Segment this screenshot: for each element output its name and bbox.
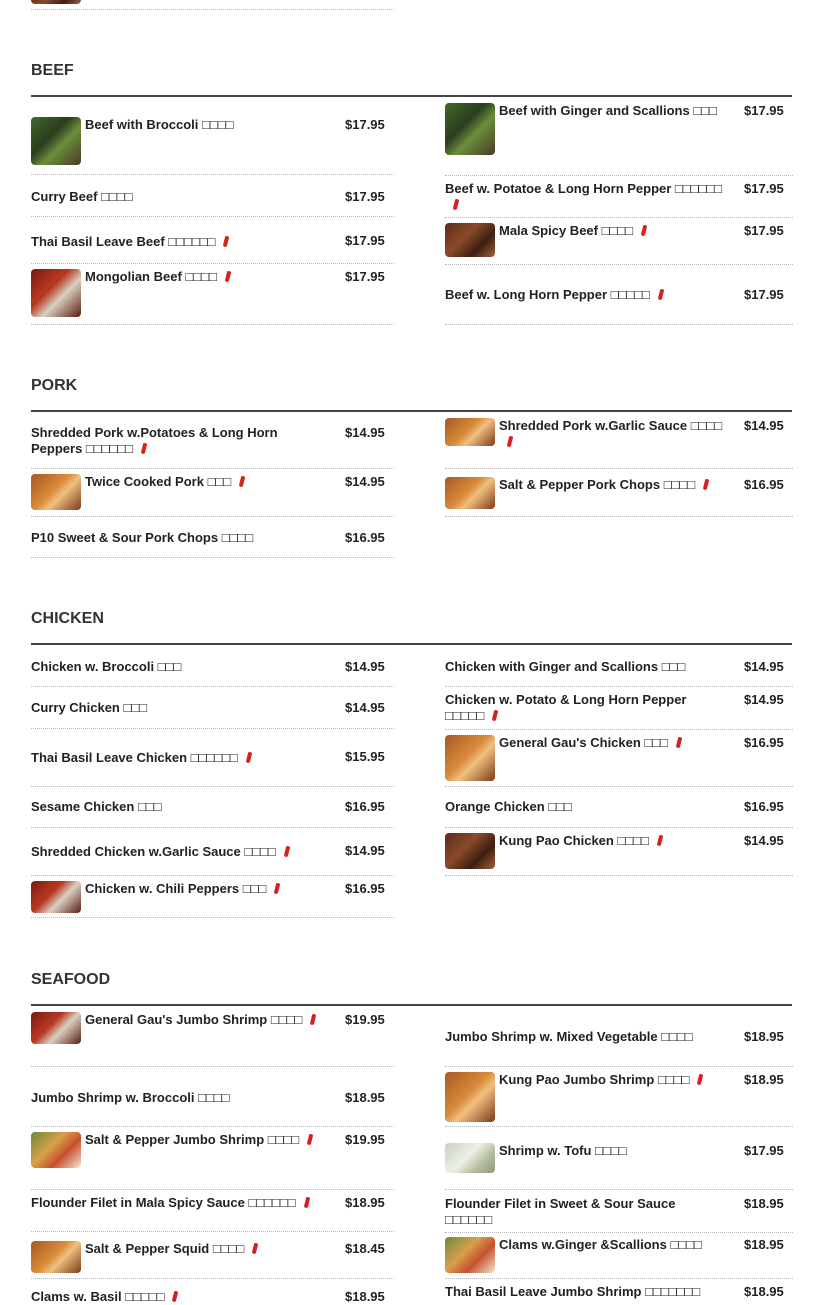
menu-item-flounder-sweet-sour[interactable] xyxy=(445,1196,793,1233)
spicy-icon xyxy=(223,236,230,248)
item-price: $18.95 xyxy=(345,1195,385,1210)
item-name: Chicken w. Chili Peppers □□□ xyxy=(85,881,267,896)
item-name: Mala Spicy Beef □□□□ xyxy=(499,223,634,238)
item-name: Mongolian Beef □□□□ xyxy=(85,269,217,284)
item-name: Curry Chicken □□□ xyxy=(31,700,148,715)
section-title-pork: PORK xyxy=(31,377,78,394)
item-price: $18.95 xyxy=(744,1029,784,1044)
spicy-icon xyxy=(658,289,665,301)
menu-item-curry-beef[interactable] xyxy=(31,175,394,217)
menu-item-salt-pepper-pork-chops[interactable] xyxy=(445,477,793,517)
menu-item-jumbo-shrimp-mixed-veg[interactable] xyxy=(445,1012,793,1067)
spicy-icon xyxy=(676,737,683,749)
item-price: $14.95 xyxy=(744,692,784,707)
item-price: $18.95 xyxy=(345,1090,385,1105)
item-price: $14.95 xyxy=(345,700,385,715)
item-name: Flounder Filet in Sweet & Sour Sauce □□□□□□ xyxy=(445,1196,676,1227)
item-price: $16.95 xyxy=(744,799,784,814)
item-name: Thai Basil Leave Beef □□□□□□ xyxy=(31,234,216,249)
section-divider xyxy=(31,410,792,412)
item-price: $19.95 xyxy=(345,1012,385,1027)
menu-item-sweet-sour-pork-chops[interactable] xyxy=(31,517,394,558)
menu-item-chicken-broccoli[interactable] xyxy=(31,659,394,687)
item-name: Clams w.Ginger &Scallions □□□□ xyxy=(499,1237,702,1252)
food-thumbnail xyxy=(31,117,81,165)
item-name: Beef with Ginger and Scallions □□□ xyxy=(499,103,717,118)
item-name: Jumbo Shrimp w. Broccoli □□□□ xyxy=(31,1090,230,1105)
item-name: Sesame Chicken □□□ xyxy=(31,799,162,814)
menu-item-mongolian-beef[interactable] xyxy=(31,269,394,325)
spicy-icon xyxy=(284,846,291,858)
item-price: $16.95 xyxy=(345,799,385,814)
food-thumbnail xyxy=(31,881,81,913)
section-divider xyxy=(31,95,792,97)
item-name: General Gau's Jumbo Shrimp □□□□ xyxy=(85,1012,303,1027)
spicy-icon xyxy=(453,199,460,211)
spicy-icon xyxy=(703,479,710,491)
item-name: Salt & Pepper Jumbo Shrimp □□□□ xyxy=(85,1132,300,1147)
menu-item-clams-ginger-scallions[interactable] xyxy=(445,1237,793,1279)
menu-item-kung-pao-chicken[interactable] xyxy=(445,833,793,876)
menu-item-kung-pao-jumbo-shrimp[interactable] xyxy=(445,1072,793,1127)
menu-item-shrimp-tofu[interactable] xyxy=(445,1143,793,1190)
food-thumbnail xyxy=(31,1012,81,1044)
item-price: $17.95 xyxy=(345,233,385,248)
item-price: $14.95 xyxy=(345,425,385,440)
menu-item-beef-broccoli[interactable] xyxy=(31,117,394,175)
food-thumbnail xyxy=(31,1241,81,1273)
item-name: Shredded Chicken w.Garlic Sauce □□□□ xyxy=(31,844,276,859)
spicy-icon xyxy=(246,752,253,764)
item-name: Salt & Pepper Squid □□□□ xyxy=(85,1241,245,1256)
spicy-icon xyxy=(641,225,648,237)
menu-item-thai-basil-jumbo-shrimp[interactable] xyxy=(445,1284,793,1302)
menu-item-sesame-chicken[interactable] xyxy=(31,787,394,828)
item-name: Shredded Pork w.Potatoes & Long Horn Peppers □□□□□□ xyxy=(31,425,278,456)
item-price: $17.95 xyxy=(345,117,385,132)
item-name: Kung Pao Chicken □□□□ xyxy=(499,833,649,848)
menu-item-beef-long-horn-pepper[interactable] xyxy=(445,265,793,325)
item-price: $17.95 xyxy=(345,189,385,204)
menu-item-shredded-chicken-garlic[interactable] xyxy=(31,828,394,876)
item-name: Thai Basil Leave Chicken □□□□□□ xyxy=(31,750,238,765)
item-name: Thai Basil Leave Jumbo Shrimp □□□□□□□ xyxy=(445,1284,701,1299)
food-thumbnail xyxy=(31,269,81,317)
item-name: Twice Cooked Pork □□□ xyxy=(85,474,232,489)
item-price: $15.95 xyxy=(345,749,385,764)
menu-item-shredded-pork-garlic[interactable] xyxy=(445,418,793,469)
item-price: $17.95 xyxy=(744,1143,784,1158)
item-price: $16.95 xyxy=(345,881,385,896)
section-divider xyxy=(31,1004,792,1006)
item-price: $18.95 xyxy=(744,1284,784,1299)
menu-item-jumbo-shrimp-broccoli[interactable] xyxy=(31,1067,394,1127)
item-price: $16.95 xyxy=(744,477,784,492)
food-thumbnail xyxy=(31,474,81,510)
item-name: Jumbo Shrimp w. Mixed Vegetable □□□□ xyxy=(445,1029,693,1044)
item-price: $14.95 xyxy=(345,659,385,674)
item-name: Shredded Pork w.Garlic Sauce □□□□ xyxy=(499,418,723,433)
item-price: $19.95 xyxy=(345,1132,385,1147)
menu-item-orange-chicken[interactable] xyxy=(445,787,793,828)
spicy-icon xyxy=(657,835,664,847)
spicy-icon xyxy=(492,710,499,722)
item-name: Curry Beef □□□□ xyxy=(31,189,133,204)
menu-item-salt-pepper-jumbo-shrimp[interactable] xyxy=(31,1132,394,1190)
item-price: $14.95 xyxy=(345,843,385,858)
item-price: $16.95 xyxy=(744,735,784,750)
item-name: Orange Chicken □□□ xyxy=(445,799,572,814)
spicy-icon xyxy=(507,436,514,448)
food-thumbnail xyxy=(445,1072,495,1122)
item-name: Kung Pao Jumbo Shrimp □□□□ xyxy=(499,1072,690,1087)
item-price: $17.95 xyxy=(744,181,784,196)
item-name: Beef with Broccoli □□□□ xyxy=(85,117,234,132)
menu-item-thai-basil-beef[interactable] xyxy=(31,217,394,264)
food-thumbnail xyxy=(445,103,495,155)
item-price: $17.95 xyxy=(345,269,385,284)
spicy-icon xyxy=(697,1074,704,1086)
menu-item-chicken-chili-peppers[interactable] xyxy=(31,881,394,918)
menu-item-general-gau-jumbo-shrimp[interactable] xyxy=(31,1012,394,1067)
food-thumbnail xyxy=(445,1237,495,1273)
food-thumbnail xyxy=(445,477,495,509)
spicy-icon xyxy=(307,1134,314,1146)
item-price: $18.95 xyxy=(345,1289,385,1304)
section-title-beef: BEEF xyxy=(31,62,74,79)
spicy-icon xyxy=(239,476,246,488)
menu-item-flounder-mala[interactable] xyxy=(31,1195,394,1232)
menu-item[interactable] xyxy=(31,0,394,10)
food-thumbnail xyxy=(31,0,81,4)
item-name: General Gau's Chicken □□□ xyxy=(499,735,668,750)
item-name: Beef w. Long Horn Pepper □□□□□ xyxy=(445,287,650,302)
spicy-icon xyxy=(303,1197,310,1209)
food-thumbnail xyxy=(445,223,495,257)
menu-item-salt-pepper-squid[interactable] xyxy=(31,1241,394,1279)
item-price: $14.95 xyxy=(744,418,784,433)
section-title-seafood: SEAFOOD xyxy=(31,971,111,988)
food-thumbnail xyxy=(445,1143,495,1173)
item-price: $18.95 xyxy=(744,1237,784,1252)
menu-item-beef-ginger-scallions[interactable] xyxy=(445,103,793,176)
spicy-icon xyxy=(274,883,281,895)
spicy-icon xyxy=(310,1014,317,1026)
item-price: $18.95 xyxy=(744,1196,784,1211)
food-thumbnail xyxy=(445,833,495,869)
item-name: Chicken with Ginger and Scallions □□□ xyxy=(445,659,686,674)
section-divider xyxy=(31,643,792,645)
item-name: Flounder Filet in Mala Spicy Sauce □□□□□□ xyxy=(31,1195,296,1210)
food-thumbnail xyxy=(445,418,495,446)
item-price: $14.95 xyxy=(744,659,784,674)
spicy-icon xyxy=(252,1243,259,1255)
item-name: Shrimp w. Tofu □□□□ xyxy=(499,1143,627,1158)
menu-item-chicken-ginger-scallions[interactable] xyxy=(445,659,793,687)
spicy-icon xyxy=(172,1291,179,1303)
item-price: $17.95 xyxy=(744,223,784,238)
spicy-icon xyxy=(141,443,148,455)
item-price: $14.95 xyxy=(345,474,385,489)
menu-item-twice-cooked-pork[interactable] xyxy=(31,474,394,517)
item-price: $17.95 xyxy=(744,287,784,302)
menu-item-beef-potatoe-pepper[interactable] xyxy=(445,181,793,218)
item-name: Salt & Pepper Pork Chops □□□□ xyxy=(499,477,696,492)
spicy-icon xyxy=(225,271,232,283)
menu-item-chicken-potato-pepper[interactable] xyxy=(445,692,793,730)
item-price: $14.95 xyxy=(744,833,784,848)
item-name: Chicken w. Potato & Long Horn Pepper □□□□□ xyxy=(445,692,687,723)
item-name: Beef w. Potatoe & Long Horn Pepper □□□□□□ xyxy=(445,181,723,196)
item-name: Clams w. Basil □□□□□ xyxy=(31,1289,165,1304)
item-price: $18.45 xyxy=(345,1241,385,1256)
food-thumbnail xyxy=(445,735,495,781)
menu-item-thai-basil-chicken[interactable] xyxy=(31,729,394,787)
section-title-chicken: CHICKEN xyxy=(31,610,104,627)
menu-item-general-gau-chicken[interactable] xyxy=(445,735,793,787)
menu-item-curry-chicken[interactable] xyxy=(31,687,394,729)
item-price: $16.95 xyxy=(345,530,385,545)
menu-item-clams-basil[interactable] xyxy=(31,1289,394,1302)
menu-item-shredded-pork-potatoes[interactable] xyxy=(31,425,394,469)
item-price: $17.95 xyxy=(744,103,784,118)
item-name: Chicken w. Broccoli □□□ xyxy=(31,659,182,674)
item-price: $18.95 xyxy=(744,1072,784,1087)
menu-item-mala-spicy-beef[interactable] xyxy=(445,223,793,265)
item-name: P10 Sweet & Sour Pork Chops □□□□ xyxy=(31,530,254,545)
food-thumbnail xyxy=(31,1132,81,1168)
